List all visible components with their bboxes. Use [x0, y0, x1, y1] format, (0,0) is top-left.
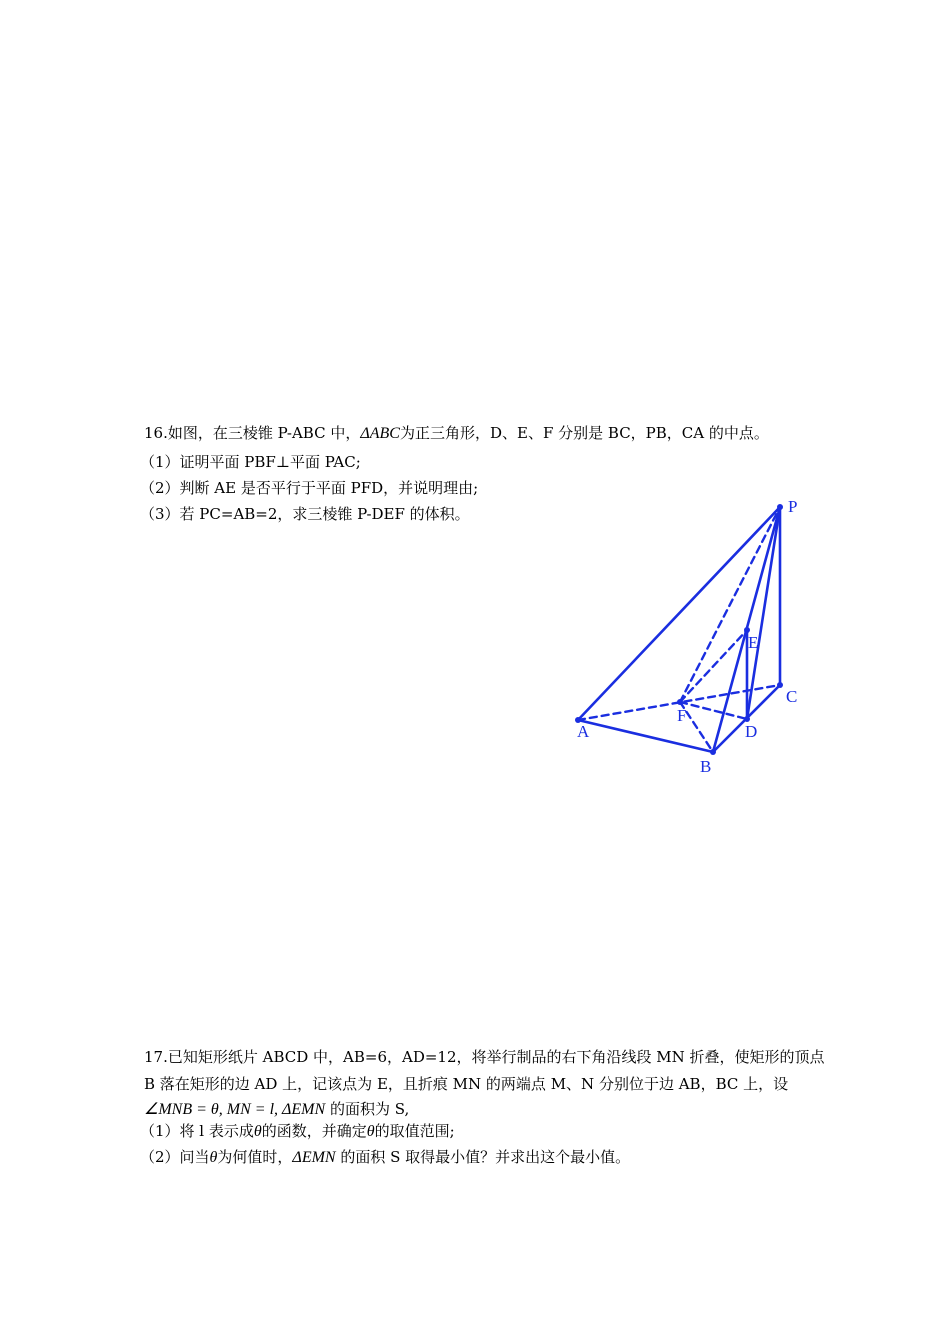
- theta-math: θ: [253, 1123, 262, 1140]
- point-p: [777, 504, 783, 510]
- q1-text-b: 的函数，并确定: [261, 1122, 367, 1140]
- point-f: [677, 699, 683, 705]
- label-c: C: [786, 687, 798, 706]
- label-f: F: [677, 706, 687, 725]
- stem-text-b: 为正三角形，D、E、F 分别是 BC，PB，CA 的中点。: [399, 424, 769, 442]
- problem-16-question-3: （3）若 PC=AB=2，求三棱锥 P-DEF 的体积。: [140, 505, 470, 523]
- label-p: P: [788, 497, 798, 516]
- theta-math: θ: [209, 1149, 218, 1166]
- problem-16-question-2: （2）判断 AE 是否平行于平面 PFD，并说明理由;: [140, 479, 479, 497]
- problem-17-question-2: [140, 1147, 630, 1168]
- label-e: E: [748, 633, 759, 652]
- problem-17-question-1: [140, 1121, 455, 1142]
- q2-text-c: 的面积 S 取得最小值？并求出这个最小值。: [335, 1148, 631, 1166]
- q2-text-b: 为何值时，: [217, 1148, 293, 1166]
- triangle-abc-math: ΔABC: [360, 425, 400, 442]
- line-3-text: 的面积为 S,: [325, 1100, 410, 1118]
- theta-math: θ: [366, 1123, 375, 1140]
- q1-text-a: （1）将 l 表示成: [140, 1122, 254, 1140]
- problem-16-stem: [144, 423, 769, 444]
- pyramid-figure: [560, 490, 820, 790]
- stem-text-a: 如图，在三棱锥 P-ABC 中，: [167, 424, 361, 442]
- edge-ab: [578, 720, 713, 752]
- problem-17-line-1: 17.已知矩形纸片 ABCD 中，AB=6，AD=12，将举行制品的右下角沿线段 MN 折叠，使矩形的顶点: [144, 1048, 825, 1066]
- problem-16-question-1: （1）证明平面 PBF⊥平面 PAC;: [140, 453, 361, 471]
- q1-text-c: 的取值范围;: [374, 1122, 455, 1140]
- problem-17-line-3: [144, 1099, 409, 1120]
- problem-number: 16.: [144, 424, 168, 442]
- label-d: D: [745, 722, 758, 741]
- point-c: [777, 682, 783, 688]
- problem-17-line-2: B 落在矩形的边 AD 上，记该点为 E，且折痕 MN 的两端点 M、N 分别位于边 AB，BC 上，设: [144, 1075, 789, 1093]
- q2-text-a: （2）问当: [140, 1148, 210, 1166]
- label-a: A: [577, 722, 590, 741]
- label-b: B: [700, 757, 712, 776]
- triangle-emn-math: ΔEMN: [292, 1149, 336, 1166]
- point-b: [710, 749, 716, 755]
- angle-mnb-math: ∠MNB = θ, MN = l, ΔEMN: [144, 1101, 326, 1118]
